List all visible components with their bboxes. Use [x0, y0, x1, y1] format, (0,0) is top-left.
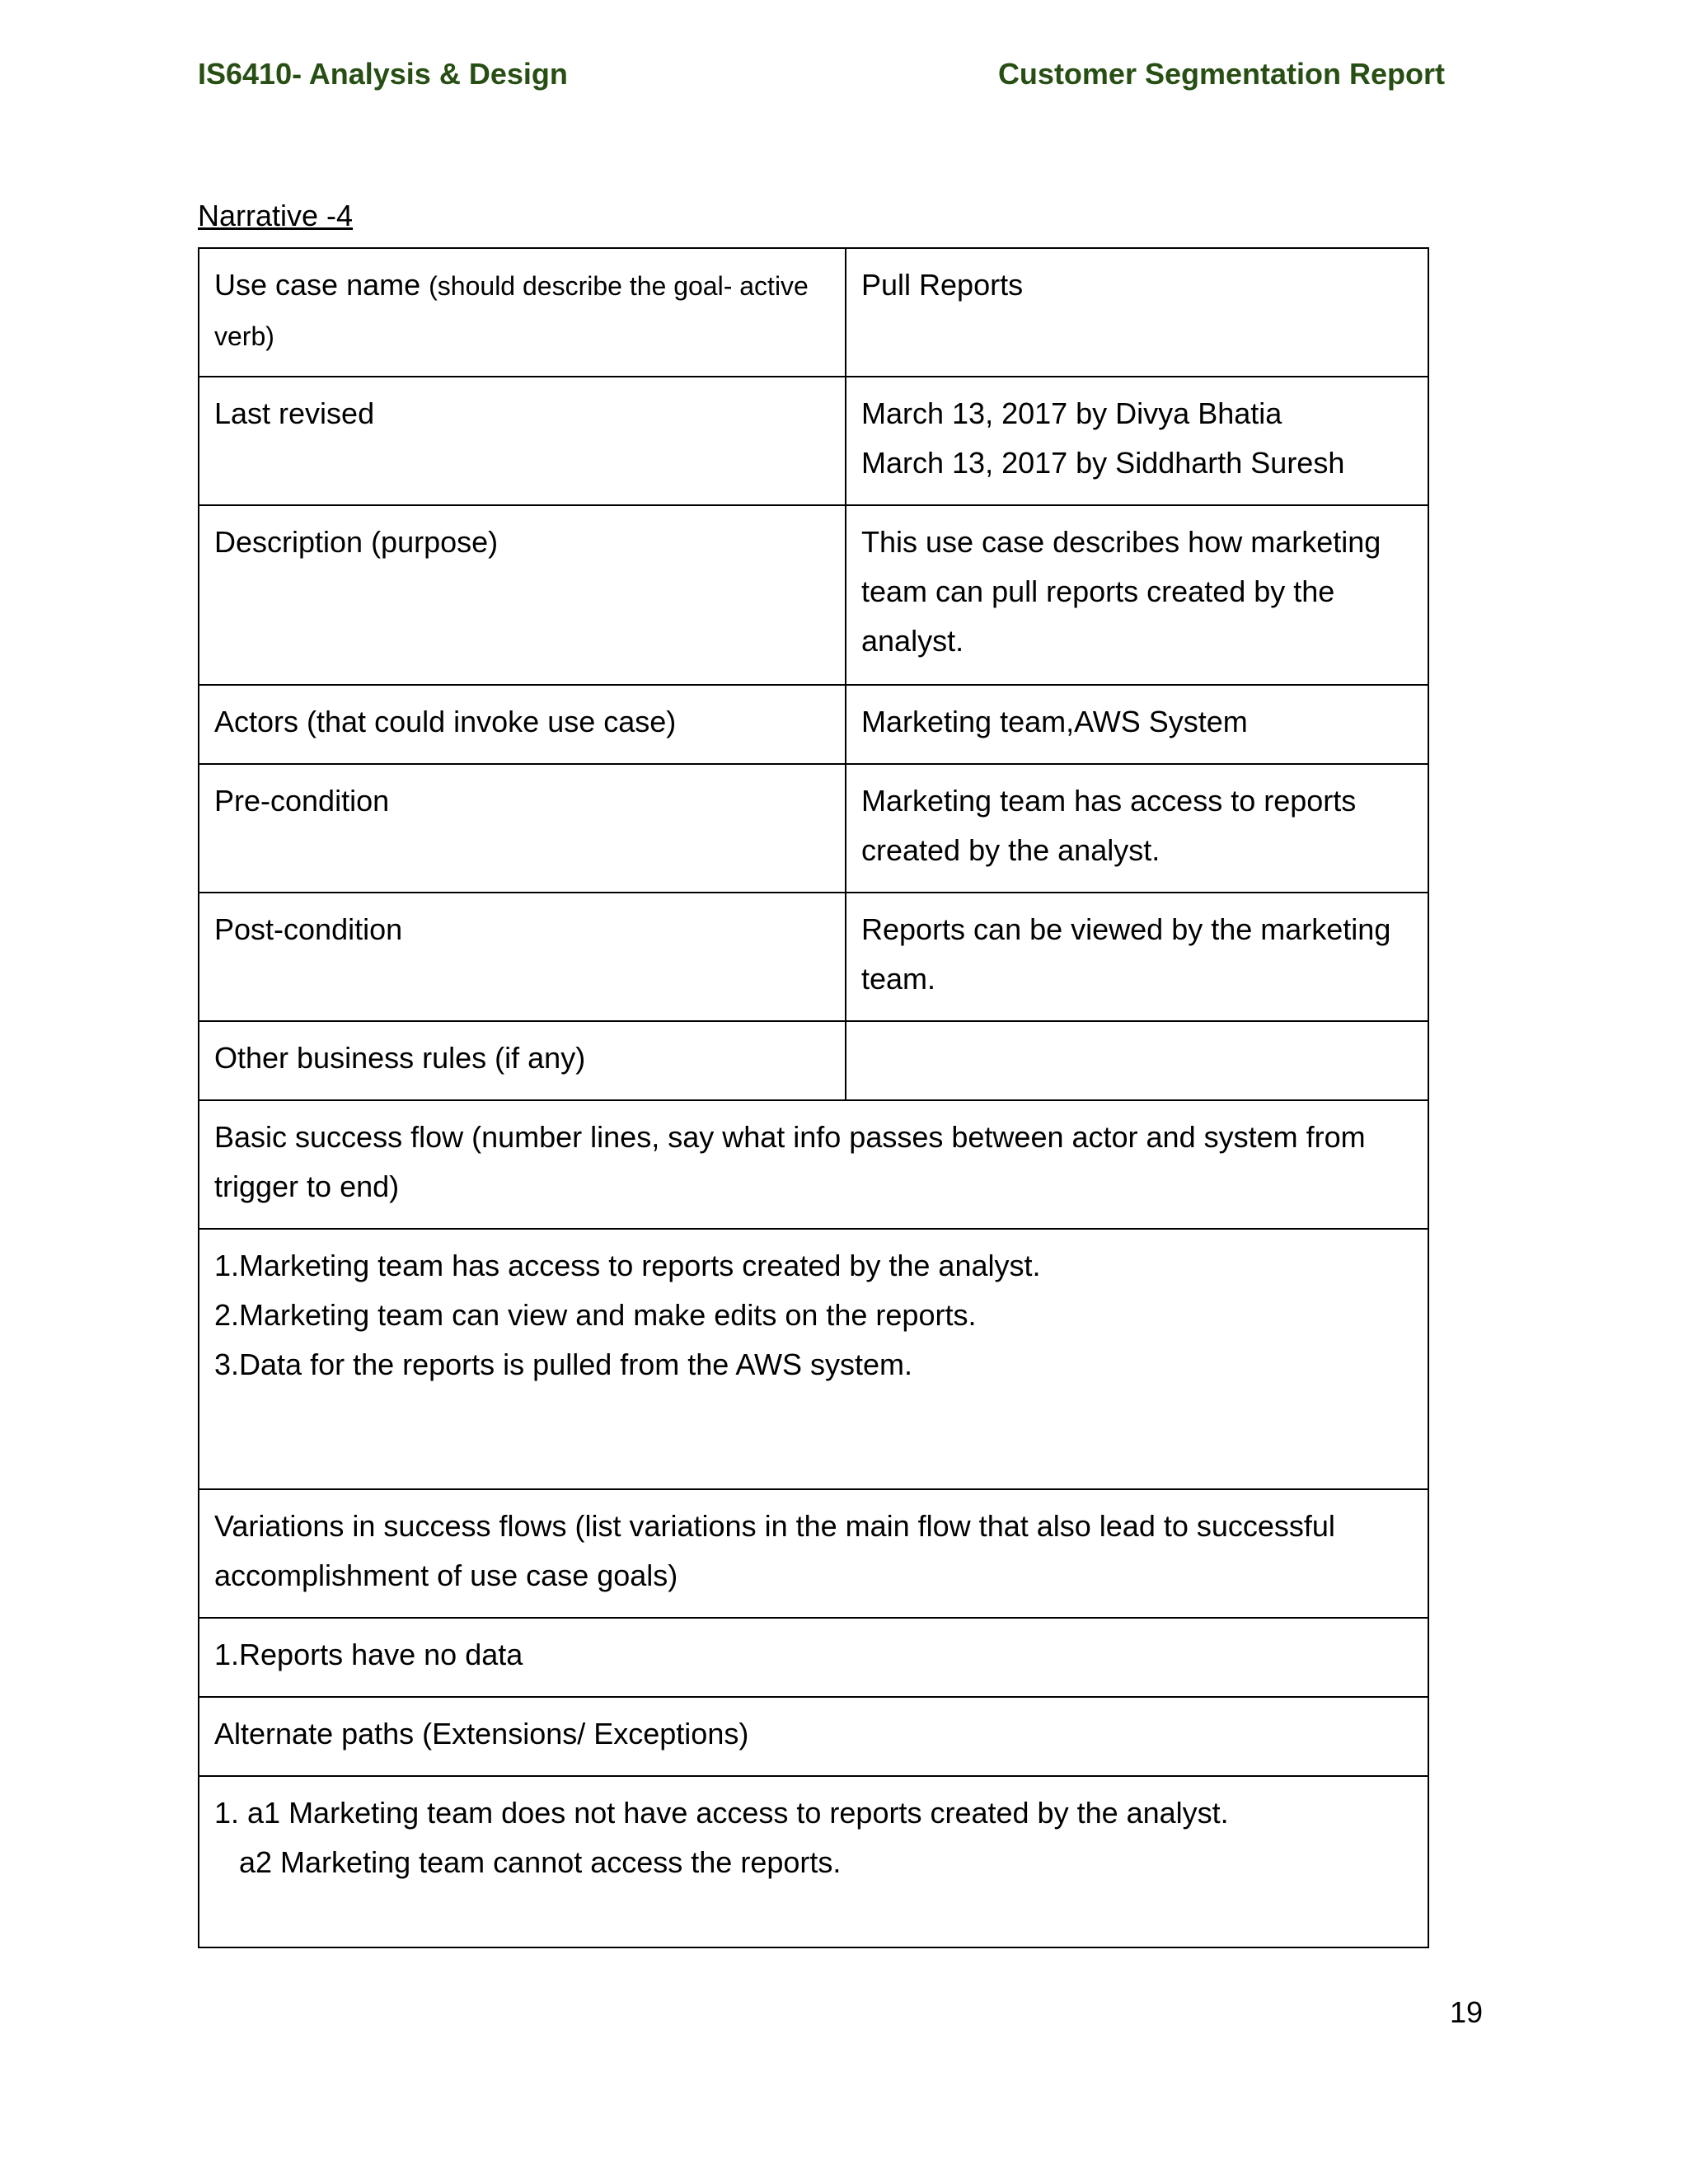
postcondition-label: Post-condition: [199, 893, 846, 1021]
use-case-name-label: Use case name: [214, 268, 421, 302]
row-use-case-name: [199, 248, 1428, 377]
row-variations-steps: [199, 1618, 1428, 1697]
row-basic-flow-steps: [199, 1229, 1428, 1489]
use-case-name-value-cell: [846, 248, 1428, 377]
last-revised-entry: March 13, 2017 by Siddharth Suresh: [861, 446, 1345, 480]
precondition-label: Pre-condition: [199, 764, 846, 893]
use-case-name-label-cell: [199, 248, 846, 377]
actors-value: Marketing team,AWS System: [846, 685, 1428, 764]
row-alternate-label: [199, 1697, 1428, 1776]
last-revised-entry: March 13, 2017 by Divya Bhatia: [861, 396, 1282, 430]
description-value: This use case describes how marketing team can pull reports created by the analyst.: [846, 505, 1428, 685]
last-revised-label: Last revised: [199, 377, 846, 505]
row-description: [199, 505, 1428, 685]
variations-steps-cell: [199, 1618, 1428, 1697]
alternate-step: a2 Marketing team cannot access the reports.: [239, 1845, 842, 1879]
business-rules-label: Other business rules (if any): [199, 1021, 846, 1100]
alternate-steps-cell: [199, 1776, 1428, 1947]
basic-flow-step: 1.Marketing team has access to reports created by the analyst.: [214, 1249, 1041, 1282]
variation-step: 1.Reports have no data: [214, 1638, 523, 1671]
postcondition-value: Reports can be viewed by the marketing team.: [846, 893, 1428, 1021]
row-business-rules: [199, 1021, 1428, 1100]
alternate-step: 1. a1 Marketing team does not have access to reports created by the analyst.: [214, 1796, 1229, 1830]
row-precondition: [199, 764, 1428, 893]
alternate-label: Alternate paths (Extensions/ Exceptions): [199, 1697, 1428, 1776]
precondition-value: Marketing team has access to reports created by the analyst.: [846, 764, 1428, 893]
row-basic-flow-label: [199, 1100, 1428, 1229]
row-actors: [199, 685, 1428, 764]
business-rules-value: [846, 1021, 1428, 1100]
basic-flow-step: 2.Marketing team can view and make edits on the reports.: [214, 1298, 977, 1332]
actors-label: Actors (that could invoke use case): [199, 685, 846, 764]
basic-flow-step: 3.Data for the reports is pulled from the AWS system.: [214, 1347, 913, 1381]
use-case-table: [198, 247, 1429, 1948]
header-report-title: Customer Segmentation Report: [997, 57, 1445, 91]
last-revised-value-cell: [846, 377, 1428, 505]
section-title: Narrative -4: [198, 199, 354, 232]
row-postcondition: [199, 893, 1428, 1021]
page-number: 19: [1449, 1995, 1483, 2029]
basic-flow-steps-cell: [199, 1229, 1428, 1489]
use-case-name-hint: (should describe the goal- active verb): [214, 271, 809, 351]
use-case-name-value: Pull Reports: [861, 268, 1024, 302]
row-alternate-steps: [199, 1776, 1428, 1947]
description-label: Description (purpose): [199, 505, 846, 685]
row-variations-label: [199, 1489, 1428, 1618]
row-last-revised: [199, 377, 1428, 505]
header-course-title: IS6410- Analysis & Design: [198, 57, 568, 91]
variations-label: Variations in success flows (list variations in the main flow that also lead to successful accomplishment of use case goals): [199, 1489, 1428, 1618]
basic-flow-label: Basic success flow (number lines, say what info passes between actor and system from trigger to end): [199, 1100, 1428, 1229]
